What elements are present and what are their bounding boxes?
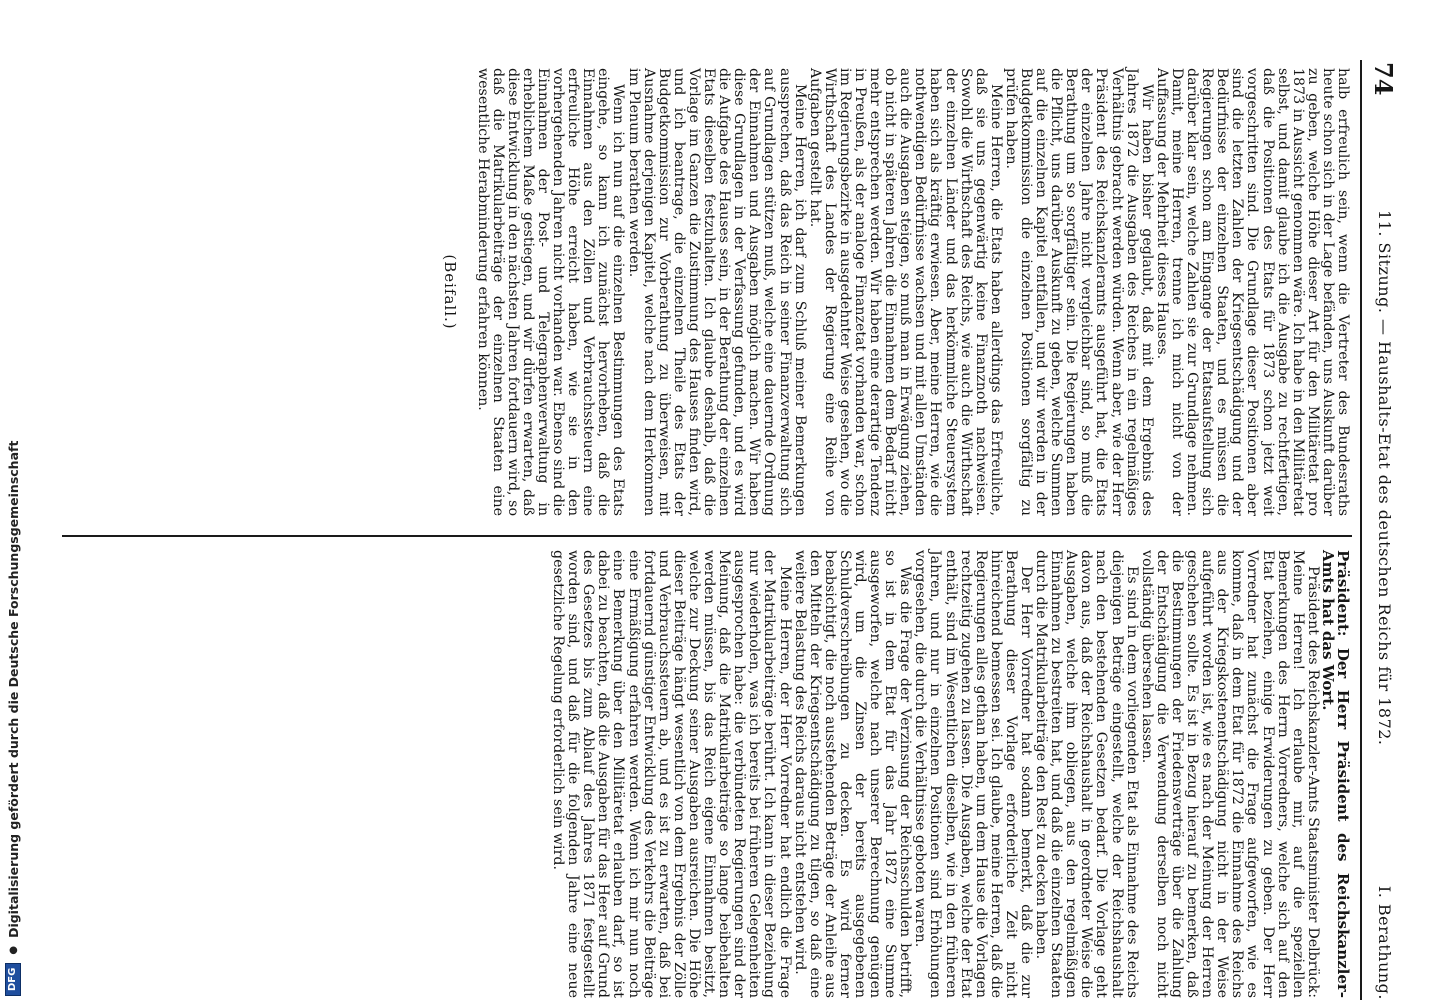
paragraph: Präsident des Reichskanzler-Amts Staatsminister Delbrück: Meine Herren! Ich erlaube mir, auf die speziellen Bemerkungen des Herrn Vorredners, welche sich auf den Etat beziehen, einige Erwiderungen zu geben. Der Herr Vorredner hat zunächst die Frage aufgeworfen, wie es komme, daß in dem Etat für 1872 die Einnahme des Reichs aus der Kriegskostenentschädigung nicht in der Weise aufgeführt worden ist, wie es nach der Meinung der Herren geschehen sollte. Es ist in Bezug hierauf zu bemerken, daß die Bestimmungen der Friedensverträge über die Zahlung der Entschädigung die Verwendung derselben noch nicht vollständig übersehen lassen.: [1138, 550, 1321, 998]
speaker-heading: Präsident: Der Herr Präsident des Reichskanzler-Amts hat das Wort.: [1318, 550, 1352, 998]
rotated-document-page: [60, 60, 1400, 1000]
running-head: 11. Sitzung. — Haushalts-Etat des deutschen Reichs für 1872.: [1375, 210, 1394, 746]
left-column: [441, 68, 1350, 516]
paragraph: halb erfreulich sein, wenn die Vertreter des Bundesraths heute schon sich in der Lage befänden, uns Auskunft darüber zu geben, welche Höhe dieser Art für den Militäretat pro 1873 in Aussicht genommen wäre. Ich habe in den Militäretat selbst, und damit glaube ich die Ausgabe zu rechtfertigen, daß die Positionen des Etats für 1873 schon jetzt weit vorgeschritten sind. Die Grundlage dieser Positionen aber sind die letzten Zahlen der Kriegsentschädigung und der Bedürfnisse der einzelnen Staaten, und es müssen die Regierungen schon am Eingange der Etatsaufstellung sich darüber klar sein, welche Zahlen sie zur Grundlage nehmen. Damit, meine Herren, trenne ich mich nicht von der Auffassung der Mehrheit dieses Hauses.: [1153, 68, 1351, 516]
digitization-credit-text: Digitalisierung gefördert durch die Deutsche Forschungsgemeinschaft: [5, 440, 21, 938]
section-heading: I. Berathung.: [1375, 885, 1394, 1000]
paragraph: Wir haben bisher geglaubt, daß mit dem Ergebnis des Jahres 1872 die Ausgaben des Reiches in ein regelmäßiges Verhältnis gebracht werden würden. Wenn aber, wie der Herr Präsident des Reichskanzleramts ausgeführt hat, die Etats der einzelnen Jahre nicht vergleichbar sind, so muß die Berathung um so sorgfältiger sein. Die Regierungen haben die Pflicht, uns darüber Auskunft zu geben, welche Summen auf die einzelnen Kapitel entfallen, und wir werden in der Budgetkommission die einzelnen Positionen sorgfältig zu prüfen haben.: [1002, 68, 1155, 516]
applause-note: (Beifall.): [440, 254, 459, 330]
paragraph: Meine Herren, der Herr Vorredner hat endlich die Frage der Matrikularbeiträge berührt. Ich kann in dieser Beziehung nur wiederholen, was ich bereits bei früheren Gelegenheiten ausgesprochen habe: die verbündeten Regierungen sind der Meinung, daß die Matrikularbeiträge so lange beibehalten werden müssen, bis das Reich eigene Einnahmen besitzt, welche zur Deckung seiner Ausgaben ausreichen. Die Höhe dieser Beiträge hängt wesentlich von dem Ergebnis der Zölle und Verbrauchssteuern ab, und es ist zu erwarten, daß bei fortdauernd günstiger Entwicklung des Verkehrs die Beiträge eine Ermäßigung erfahren werden. Wenn ich mir nun noch eine Bemerkung über den Militäretat erlauben darf, so ist dabei zu beachten, daß die Ausgaben für das Heer auf Grund des Gesetzes bis zum Ablauf des Jahres 1871 festgestellt worden sind, und daß für die folgenden Jahre eine neue gesetzliche Regelung erforderlich sein wird.: [550, 550, 793, 998]
paragraph: Der Herr Vorredner hat sodann bemerkt, daß die zur Berathung dieser Vorlage erforderliche Zeit nicht hinreichend bemessen sei. Ich glaube, meine Herren, daß die Regierungen alles gethan haben, um dem Hause die Vorlagen rechtzeitig zugehen zu lassen. Die Ausgaben, welche der Etat enthält, sind im Wesentlichen dieselben, wie in den früheren Jahren, und nur in einzelnen Positionen sind Erhöhungen vorgesehen, die durch die Verhältnisse geboten waren.: [912, 550, 1035, 998]
column-divider: [62, 535, 1352, 537]
digitization-credit: [3, 26, 23, 996]
paragraph: Meine Herren, die Etats haben allerdings das Erfreuliche, daß sie uns gegenwärtig keine Finanznoth nachweisen. Sowohl die Wirthschaft des Reichs, wie auch die Wirthschaft der einzelnen Länder und das herkömmliche Steuersystem haben sich als kräftig erwiesen. Aber, meine Herren, wie die nothwendigen Bedürfnisse wachsen und mit allen Umständen auch die Ausgaben steigen, so muß man in Erwägung ziehen, ob nicht in späteren Jahren die Einnahmen dem Bedarf nicht mehr entsprechen werden. Wir haben eine derartige Tendenz in Preußen, als der analoge Finanzetat vorhanden war, schon im Regierungsbezirke in ausgedehnter Weise gesehen, wo die Wirthschaft des Landes der Regierung eine Reihe von Aufgaben gestellt hat.: [806, 68, 1004, 516]
paragraph: Es sind in dem vorliegenden Etat als Einnahme des Reichs diejenigen Beträge eingestellt, welche der Reichshaushalt nach den bestehenden Gesetzen bedarf. Die Vorlage geht davon aus, daß der Reichshaushalt in geordneter Weise die Ausgaben, welche ihm obliegen, aus den regelmäßigen Einnahmen zu bestreiten hat, und daß die einzelnen Staaten durch die Matrikularbeiträge den Rest zu decken haben.: [1033, 550, 1140, 998]
page-number: 74: [1369, 62, 1398, 96]
right-column: [550, 550, 1350, 998]
paragraph: Wenn ich nun auf die einzelnen Bestimmungen des Etats eingehe, so kann ich zunächst hervorheben, daß die Einnahmen aus den Zöllen und Verbrauchssteuern eine erfreuliche Höhe erreicht haben, wie sie in den vorhergehenden Jahren nicht vorhanden war. Ebenso sind die Einnahmen der Post- und Telegraphenverwaltung in erheblichem Maße gestiegen, und wir dürfen erwarten, daß diese Entwicklung in den nächsten Jahren fortdauern wird, so daß die Matrikularbeiträge der einzelnen Staaten eine wesentliche Herabminderung erfahren können.: [474, 68, 627, 516]
dfg-logo: DFG: [5, 963, 21, 996]
bullet-icon: ●: [7, 945, 19, 955]
page-header: [1360, 60, 1400, 1000]
paragraph: Meine Herren, ich darf zum Schluß meiner Bemerkungen aussprechen, daß das Reich in seiner Finanzverwaltung sich auf Grundlagen stützen muß, welche eine dauernde Ordnung der Einnahmen und Ausgaben möglich machen. Wir haben diese Grundlagen in der Verfassung gefunden, und es wird die Aufgabe des Hauses sein, in der Berathung der einzelnen Etats dieselben festzuhalten. Ich glaube deshalb, daß die Vorlage im Ganzen die Zustimmung des Hauses finden wird, und ich beantrage, die einzelnen Theile des Etats der Budgetkommission zur Vorberathung zu überweisen, mit Ausnahme derjenigen Kapitel, welche nach dem Herkommen im Plenum berathen werden.: [625, 68, 808, 516]
paragraph: Was die Frage der Verzinsung der Reichsschulden betrifft, so ist in dem Etat für das Jahr 1872 eine Summe ausgeworfen, welche nach unserer Berechnung genügen wird, um die Zinsen der bereits ausgegebenen Schuldverschreibungen zu decken. Es wird ferner beabsichtigt, die noch ausstehenden Beträge der Anleihe aus den Mitteln der Kriegsentschädigung zu tilgen, so daß eine weitere Belastung des Reichs daraus nicht entstehen wird.: [791, 550, 914, 998]
